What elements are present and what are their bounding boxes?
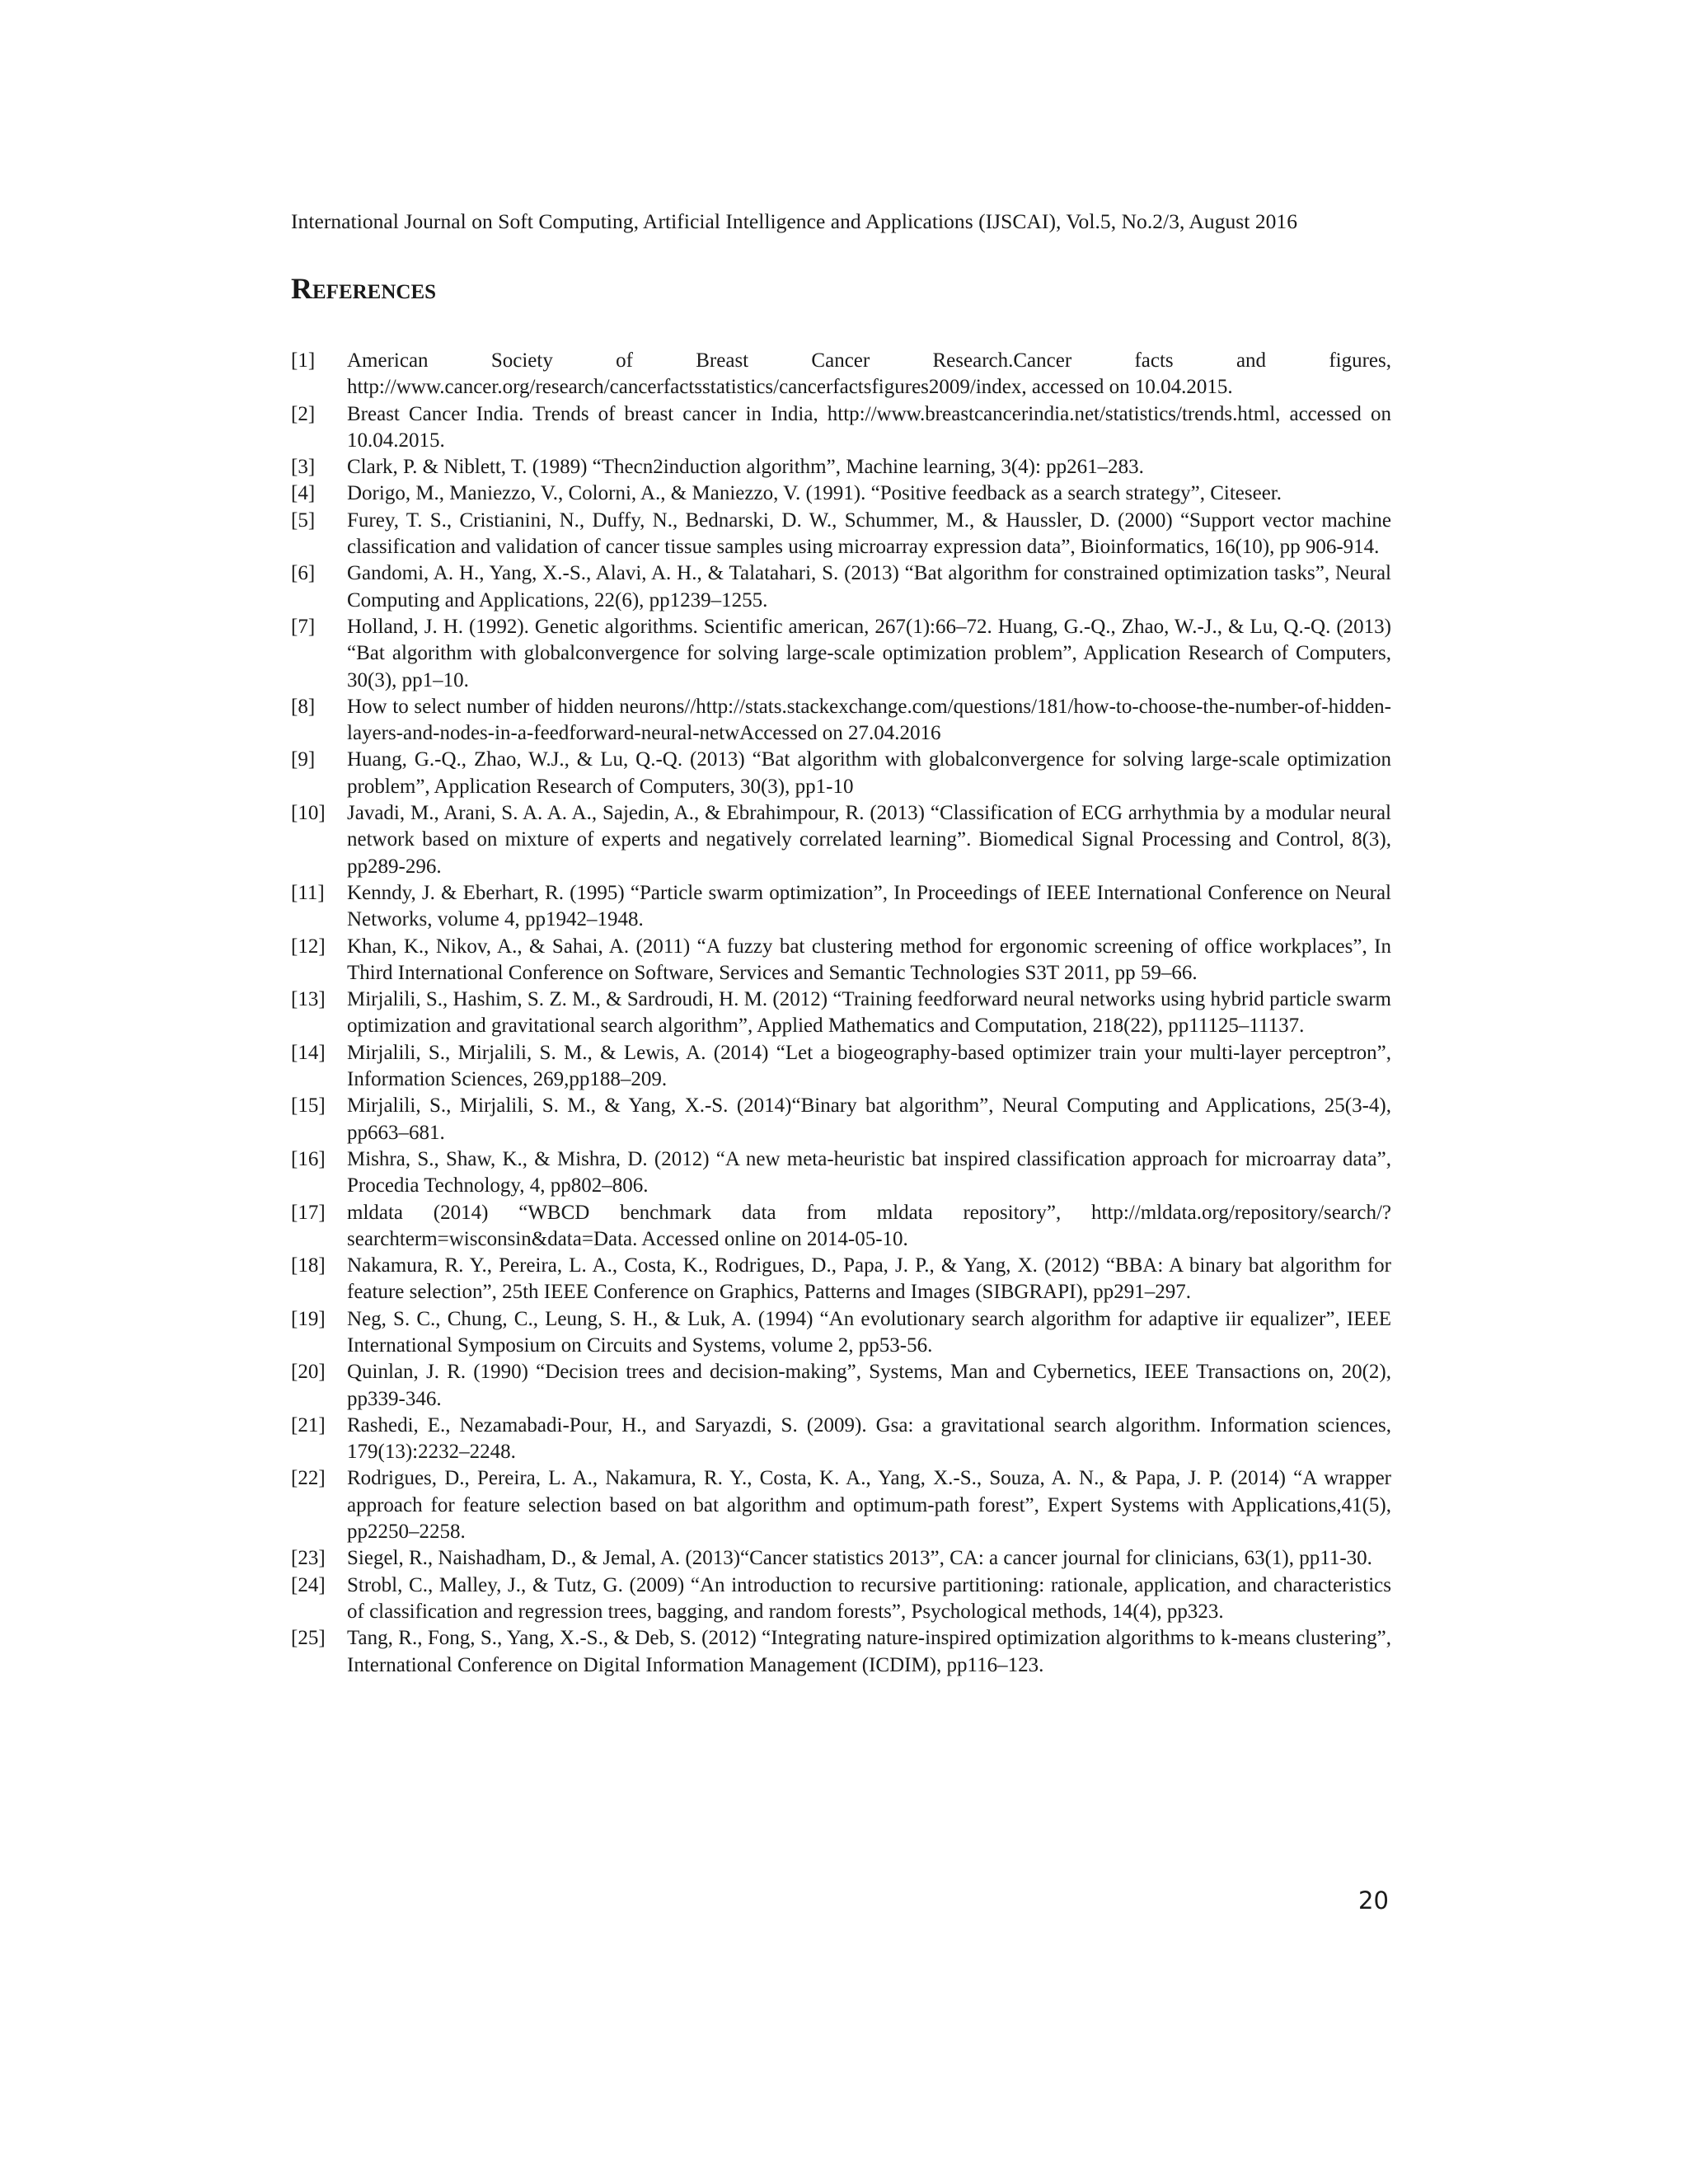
reference-number: [20] bbox=[291, 1361, 326, 1384]
reference-number: [21] bbox=[291, 1413, 326, 1436]
reference-item bbox=[291, 800, 1391, 880]
reference-number: [7] bbox=[291, 615, 316, 638]
reference-item bbox=[291, 1465, 1391, 1545]
reference-text: Kenndy, J. & Eberhart, R. (1995) “Particle swarm optimization”, In Proceedings of IEEE International Conference on Neural Networks, volume 4, pp1942–1948. bbox=[347, 881, 1391, 931]
reference-text: Quinlan, J. R. (1990) “Decision trees and decision-making”, Systems, Man and Cybernetics, IEEE Transactions on, 20(2), pp339-346. bbox=[347, 1361, 1391, 1410]
reference-text: How to select number of hidden neurons//http://stats.stackexchange.com/questions/181/how-to-choose-the-number-of-hidden-layers-and-nodes-in-a-feedforward-neural-netwAccessed on 27.04.2016 bbox=[347, 695, 1391, 745]
reference-number: [3] bbox=[291, 456, 316, 479]
reference-text: Rodrigues, D., Pereira, L. A., Nakamura, R. Y., Costa, K. A., Yang, X.-S., Souza, A. N., & Papa, J. P. (2014) “A wrapper approach for feature selection based on bat algorithm and optimum-path forest”, Expert Systems with Applications,41(5), pp2250–2258. bbox=[347, 1467, 1391, 1544]
reference-item bbox=[291, 454, 1391, 480]
reference-number: [16] bbox=[291, 1147, 326, 1170]
reference-item bbox=[291, 1572, 1391, 1626]
reference-text: Mishra, S., Shaw, K., & Mishra, D. (2012) “A new meta-heuristic bat inspired classification approach for microarray data”, Procedia Technology, 4, pp802–806. bbox=[347, 1147, 1391, 1197]
reference-text: Clark, P. & Niblett, T. (1989) “Thecn2induction algorithm”, Machine learning, 3(4): pp261–283. bbox=[347, 456, 1144, 479]
reference-number: [18] bbox=[291, 1254, 326, 1277]
reference-text: Breast Cancer India. Trends of breast cancer in India, http://www.breastcancerindia.net/statistics/trends.html, accessed on 10.04.2015. bbox=[347, 402, 1391, 452]
reference-text: Holland, J. H. (1992). Genetic algorithms. Scientific american, 267(1):66–72. Huang, G.-Q., Zhao, W.-J., & Lu, Q.-Q. (2013) “Bat algorithm with globalconvergence for solving large-scale optimization problem”, Application Research of Computers, 30(3), pp1–10. bbox=[347, 615, 1391, 691]
reference-number: [11] bbox=[291, 881, 325, 904]
reference-item bbox=[291, 1306, 1391, 1360]
reference-text: Mirjalili, S., Hashim, S. Z. M., & Sardroudi, H. M. (2012) “Training feedforward neural networks using hybrid particle swarm optimization and gravitational search algorithm”, Applied Mathematics and Computation, 218(22), pp11125–11137. bbox=[347, 988, 1391, 1038]
reference-text: Khan, K., Nikov, A., & Sahai, A. (2011) “A fuzzy bat clustering method for ergonomic screening of office workplaces”, In Third International Conference on Software, Services and Semantic Technologies S3T 2011, pp 59–66. bbox=[347, 935, 1391, 984]
reference-number: [8] bbox=[291, 695, 316, 718]
reference-number: [5] bbox=[291, 509, 316, 532]
reference-item bbox=[291, 508, 1391, 561]
reference-number: [6] bbox=[291, 562, 316, 585]
reference-text: American Society of Breast Cancer Research.Cancer facts and figures, http://www.cancer.org/research/cancerfactsstatistics/cancerfactsfigures2009/index, accessed on 10.04.2015. bbox=[347, 349, 1391, 399]
reference-text: Mirjalili, S., Mirjalili, S. M., & Lewis, A. (2014) “Let a biogeography-based optimizer train your multi-layer perceptron”, Information Sciences, 269,pp188–209. bbox=[347, 1041, 1391, 1091]
reference-text: Javadi, M., Arani, S. A. A. A., Sajedin, A., & Ebrahimpour, R. (2013) “Classification of ECG arrhythmia by a modular neural network based on mixture of experts and negatively correlated learning”. Biomedical Signal Processing and Control, 8(3), pp289-296. bbox=[347, 802, 1391, 878]
reference-item bbox=[291, 1146, 1391, 1200]
reference-list bbox=[291, 348, 1391, 1679]
page-number: 20 bbox=[1358, 1886, 1389, 1915]
reference-item bbox=[291, 1545, 1391, 1572]
reference-item bbox=[291, 1093, 1391, 1146]
reference-number: [23] bbox=[291, 1547, 326, 1570]
reference-item bbox=[291, 1413, 1391, 1466]
reference-number: [9] bbox=[291, 748, 316, 771]
reference-item bbox=[291, 401, 1391, 455]
reference-text: Siegel, R., Naishadham, D., & Jemal, A. (2013)“Cancer statistics 2013”, CA: a cancer journal for clinicians, 63(1), pp11-30. bbox=[347, 1547, 1372, 1570]
reference-item bbox=[291, 934, 1391, 987]
reference-number: [2] bbox=[291, 402, 316, 425]
reference-number: [15] bbox=[291, 1094, 326, 1118]
reference-number: [22] bbox=[291, 1467, 326, 1490]
reference-item bbox=[291, 1040, 1391, 1094]
reference-number: [1] bbox=[291, 349, 316, 372]
reference-text: Tang, R., Fong, S., Yang, X.-S., & Deb, S. (2012) “Integrating nature-inspired optimization algorithms to k-means clustering”, International Conference on Digital Information Management (ICDIM), pp116–123. bbox=[347, 1627, 1391, 1676]
reference-number: [12] bbox=[291, 935, 326, 958]
reference-item bbox=[291, 747, 1391, 800]
reference-text: Neg, S. C., Chung, C., Leung, S. H., & Luk, A. (1994) “An evolutionary search algorithm for adaptive iir equalizer”, IEEE International Symposium on Circuits and Systems, volume 2, pp53-56. bbox=[347, 1307, 1391, 1357]
reference-text: Dorigo, M., Maniezzo, V., Colorni, A., & Maniezzo, V. (1991). “Positive feedback as a search strategy”, Citeseer. bbox=[347, 482, 1282, 505]
reference-item bbox=[291, 694, 1391, 748]
reference-text: Huang, G.-Q., Zhao, W.J., & Lu, Q.-Q. (2013) “Bat algorithm with globalconvergence for solving large-scale optimization problem”, Application Research of Computers, 30(3), pp1-10 bbox=[347, 748, 1391, 798]
section-title: References bbox=[291, 272, 437, 305]
reference-item bbox=[291, 614, 1391, 694]
reference-number: [10] bbox=[291, 802, 326, 825]
reference-number: [14] bbox=[291, 1041, 326, 1064]
reference-item bbox=[291, 480, 1391, 507]
reference-text: Strobl, C., Malley, J., & Tutz, G. (2009) “An introduction to recursive partitioning: rationale, application, and characteristics of classification and regression trees, bagging, and random forests”, Psychological methods, 14(4), pp323. bbox=[347, 1573, 1391, 1623]
reference-item bbox=[291, 348, 1391, 401]
reference-text: mldata (2014) “WBCD benchmark data from mldata repository”, http://mldata.org/repository/search/?searchterm=wisconsin&data=Data. Accessed online on 2014-05-10. bbox=[347, 1201, 1391, 1250]
reference-item bbox=[291, 1253, 1391, 1306]
reference-number: [25] bbox=[291, 1627, 326, 1650]
reference-number: [19] bbox=[291, 1307, 326, 1330]
reference-text: Gandomi, A. H., Yang, X.-S., Alavi, A. H., & Talatahari, S. (2013) “Bat algorithm for constrained optimization tasks”, Neural Computing and Applications, 22(6), pp1239–1255. bbox=[347, 562, 1391, 612]
reference-number: [13] bbox=[291, 988, 326, 1011]
reference-item bbox=[291, 880, 1391, 934]
reference-text: Rashedi, E., Nezamabadi-Pour, H., and Saryazdi, S. (2009). Gsa: a gravitational search algorithm. Information sciences, 179(13):2232–2248. bbox=[347, 1413, 1391, 1464]
running-header: International Journal on Soft Computing, Artificial Intelligence and Applications (IJSCAI), Vol.5, No.2/3, August 2016 bbox=[291, 209, 1298, 233]
reference-number: [24] bbox=[291, 1573, 326, 1596]
reference-text: Mirjalili, S., Mirjalili, S. M., & Yang, X.-S. (2014)“Binary bat algorithm”, Neural Computing and Applications, 25(3-4), pp663–681. bbox=[347, 1094, 1391, 1144]
reference-text: Furey, T. S., Cristianini, N., Duffy, N., Bednarski, D. W., Schummer, M., & Haussler, D. (2000) “Support vector machine classification and validation of cancer tissue samples using microarray expression data”, Bioinformatics, 16(10), pp 906-914. bbox=[347, 509, 1391, 559]
reference-item bbox=[291, 1625, 1391, 1679]
reference-item bbox=[291, 1359, 1391, 1413]
reference-item bbox=[291, 560, 1391, 614]
reference-number: [4] bbox=[291, 482, 316, 505]
reference-text: Nakamura, R. Y., Pereira, L. A., Costa, K., Rodrigues, D., Papa, J. P., & Yang, X. (2012) “BBA: A binary bat algorithm for feature selection”, 25th IEEE Conference on Graphics, Patterns and Images (SIBGRAPI), pp291–297. bbox=[347, 1254, 1391, 1304]
reference-number: [17] bbox=[291, 1201, 326, 1224]
reference-item bbox=[291, 1200, 1391, 1254]
reference-item bbox=[291, 987, 1391, 1040]
